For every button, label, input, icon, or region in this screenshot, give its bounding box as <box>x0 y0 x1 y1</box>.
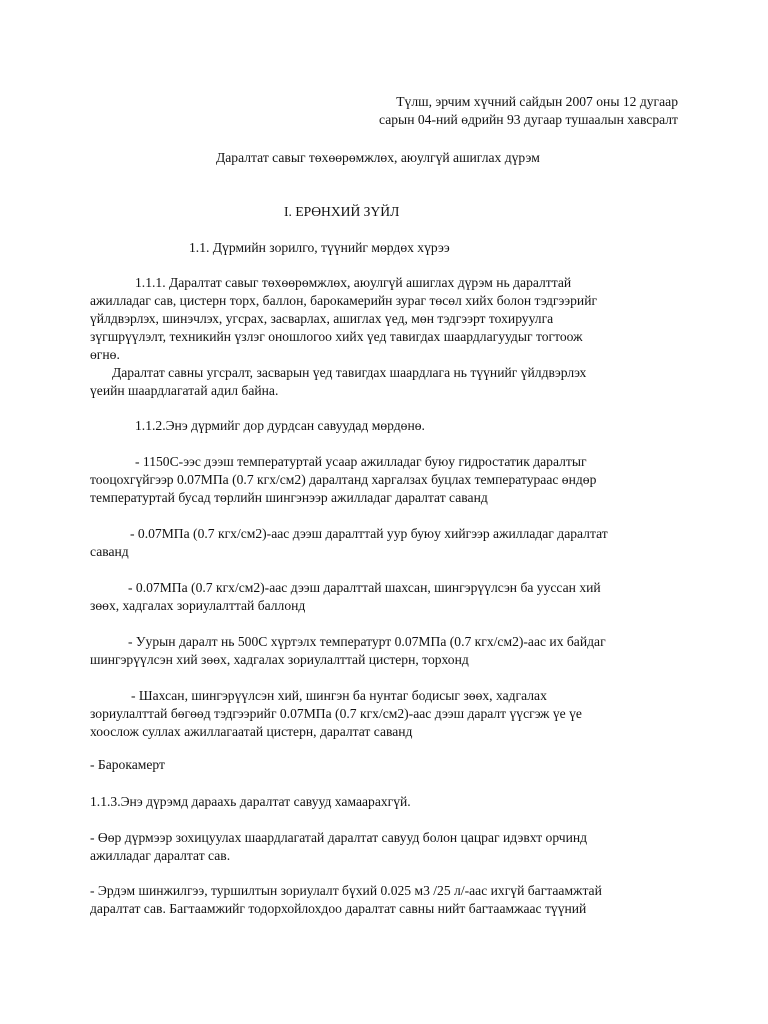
paragraph-1-1-1-line: ажилладаг сав, цистерн торх, баллон, барокамерийн зураг төсөл хийх болон тэдгээрийг <box>90 293 598 308</box>
paragraph-1-1-3: 1.1.3.Энэ дүрэмд дараахь даралтат савууд хамаарахгүй. <box>90 794 411 809</box>
list-item-line: шингэрүүлсэн хий зөөх, хадгалах зориулалттай цистерн, торхонд <box>90 652 469 667</box>
exclusion-item-line: даралтат сав. Багтаамжийг тодорхойлохдоо даралтат савны нийт багтаамжаас түүний <box>90 901 587 916</box>
list-item-line: зориулалттай бөгөөд тэдгээрийг 0.07МПа (0.7 кгх/см2)-аас дээш даралт үүсгэж үе үе <box>90 706 582 721</box>
paragraph-1-1-1-line: өгнө. <box>90 347 120 362</box>
paragraph-1-1-2: 1.1.2.Энэ дүрмийг дор дурдсан савуудад мөрдөнө. <box>135 418 425 433</box>
exclusion-item-line: - Эрдэм шинжилгээ, туршилтын зориулалт бүхий 0.025 м3 /25 л/-аас ихгүй багтаамжтай <box>90 883 602 898</box>
chapter-title: I. ЕРӨНХИЙ ЗҮЙЛ <box>284 204 400 219</box>
document-title: Даралтат савыг төхөөрөмжлөх, аюулгүй ашиглах дүрэм <box>216 150 540 165</box>
list-item-line: - Уурын даралт нь 500С хүртэлх температурт 0.07МПа (0.7 кгх/см2)-аас их байдаг <box>128 634 606 649</box>
list-item-line: - Шахсан, шингэрүүлсэн хий, шингэн ба нунтаг бодисыг зөөх, хадгалах <box>131 688 547 703</box>
exclusion-item-line: - Өөр дүрмээр зохицуулах шаардлагатай даралтат савууд болон цацраг идэвхт орчинд <box>90 830 588 845</box>
list-item-line: - 0.07МПа (0.7 кгх/см2)-аас дээш даралттай уур буюу хийгээр ажилладаг даралтат <box>130 526 608 541</box>
list-item-line: температуртай бусад төрлийн шингэнээр ажилладаг даралтат саванд <box>90 490 488 505</box>
section-title-1-1: 1.1. Дүрмийн зорилго, түүнийг мөрдөх хүрээ <box>189 240 450 255</box>
list-item-line: - 0.07МПа (0.7 кгх/см2)-аас дээш даралттай шахсан, шингэрүүлсэн ба ууссан хий <box>128 580 601 595</box>
list-item-line: саванд <box>90 544 129 559</box>
paragraph-1-1-1-line: зүгшрүүлэлт, техникийн үзлэг оношлогоо хийх үед тавигдах шаардлагуудыг тогтоож <box>90 329 583 344</box>
decree-line-2: сарын 04-ний өдрийн 93 дугаар тушаалын хавсралт <box>379 112 678 127</box>
list-item-line: хоослож суллах ажиллагаатай цистерн, даралтат саванд <box>90 724 413 739</box>
paragraph-assembly-line: үеийн шаардлагатай адил байна. <box>90 383 279 398</box>
paragraph-assembly-line: Даралтат савны угсралт, засварын үед тавигдах шаардлага нь түүнийг үйлдвэрлэх <box>112 365 587 380</box>
list-item-barocamera: - Барокамерт <box>90 757 165 772</box>
decree-line-1: Түлш, эрчим хүчний сайдын 2007 оны 12 дугаар <box>396 94 678 109</box>
list-item-line: - 1150С-ээс дээш температуртай усаар ажилладаг буюу гидростатик даралтыг <box>135 454 587 469</box>
paragraph-1-1-1-line: үйлдвэрлэх, шинэчлэх, угсрах, засварлах, ашиглах үед, мөн тэдгээрт тохируулга <box>90 311 554 326</box>
exclusion-item-line: ажилладаг даралтат сав. <box>90 848 231 863</box>
paragraph-1-1-1-line: 1.1.1. Даралтат савыг төхөөрөмжлөх, аюулгүй ашиглах дүрэм нь даралттай <box>135 275 572 290</box>
list-item-line: зөөх, хадгалах зориулалттай баллонд <box>90 598 306 613</box>
list-item-line: тооцохгүйгээр 0.07МПа (0.7 кгх/см2) даралтанд харгалзах буцлах температураас өндөр <box>90 472 597 487</box>
